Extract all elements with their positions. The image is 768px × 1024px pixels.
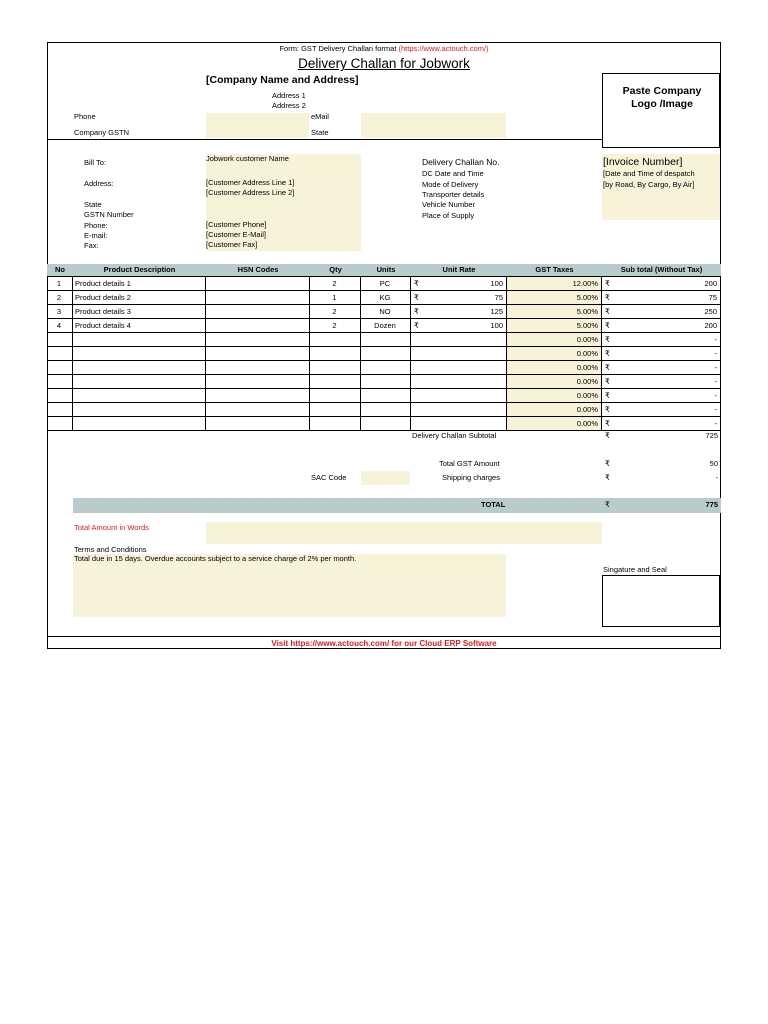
- cell-no-value: 3: [56, 307, 62, 316]
- cell-unit-rate[interactable]: [411, 291, 507, 305]
- company-gstn-label: Company GSTN: [74, 128, 130, 137]
- table-row: [47, 347, 720, 361]
- footer-promo-link[interactable]: Visit https://www.actouch.com/ for our Cloud ERP Software: [271, 639, 497, 648]
- transporter-label: Transporter details: [422, 190, 485, 199]
- signature-box[interactable]: [602, 575, 720, 627]
- cell-hsn[interactable]: [206, 403, 310, 417]
- table-body: [47, 277, 721, 432]
- cell-description[interactable]: [73, 361, 206, 375]
- currency-symbol: ₹: [605, 293, 610, 302]
- currency-symbol: ₹: [605, 377, 610, 386]
- currency-symbol: ₹: [414, 279, 419, 288]
- despatch-date: [Date and Time of despatch: [603, 169, 695, 178]
- currency-symbol: ₹: [605, 405, 610, 414]
- cell-unit-rate[interactable]: [411, 417, 507, 431]
- cell-hsn[interactable]: [206, 305, 310, 319]
- customer-details-field[interactable]: [206, 154, 361, 251]
- total-value: 775: [705, 500, 718, 509]
- cell-unit-rate[interactable]: [411, 277, 507, 291]
- cell-subtotal-value: 200: [704, 279, 717, 288]
- cell-subtotal[interactable]: [602, 277, 721, 291]
- bill-to-label: Bill To:: [84, 158, 106, 167]
- sac-code-field[interactable]: [361, 471, 410, 485]
- cell-qty-value: 2: [332, 307, 337, 316]
- cell-subtotal[interactable]: [602, 333, 721, 347]
- footer-divider: [47, 636, 721, 637]
- shipping-value: -: [715, 473, 718, 482]
- cell-no[interactable]: [47, 277, 73, 291]
- cell-qty[interactable]: [310, 305, 361, 319]
- logo-placeholder-text: Paste Company Logo /Image: [622, 85, 702, 110]
- cell-units[interactable]: [361, 375, 411, 389]
- document-title: Delivery Challan for Jobwork: [298, 56, 470, 71]
- gst-total-currency: ₹: [605, 459, 610, 468]
- cell-gst[interactable]: [507, 417, 602, 431]
- sac-code-label: SAC Code: [311, 473, 347, 482]
- form-line: [47, 44, 721, 54]
- currency-symbol: ₹: [605, 321, 610, 330]
- col-header-hsn: HSN Codes: [237, 265, 279, 274]
- table-row: [47, 389, 720, 403]
- cell-units[interactable]: [361, 361, 411, 375]
- logo-box[interactable]: [602, 73, 720, 148]
- challan-no-label: Delivery Challan No.: [422, 157, 500, 167]
- cell-qty-value: 2: [332, 279, 337, 288]
- cell-subtotal-value: -: [714, 405, 717, 414]
- table-row: [47, 305, 720, 319]
- cell-gst[interactable]: [507, 277, 602, 291]
- form-label: Form: GST Delivery Challan format: [279, 44, 397, 53]
- cell-no[interactable]: [47, 361, 73, 375]
- cell-subtotal[interactable]: [602, 403, 721, 417]
- company-phone-field[interactable]: [206, 113, 309, 138]
- cell-hsn[interactable]: [206, 291, 310, 305]
- cell-subtotal[interactable]: [602, 319, 721, 333]
- cell-gst-value: 0.00%: [576, 391, 598, 400]
- cell-unit-rate-value: 125: [490, 307, 503, 316]
- cell-subtotal-value: -: [714, 363, 717, 372]
- cell-qty[interactable]: [310, 375, 361, 389]
- shipping-label: Shipping charges: [442, 473, 500, 482]
- col-header-gst: GST Taxes: [535, 265, 574, 274]
- cell-subtotal[interactable]: [602, 347, 721, 361]
- col-header-no: No: [55, 265, 65, 274]
- cell-gst[interactable]: [507, 291, 602, 305]
- currency-symbol: ₹: [605, 307, 610, 316]
- cell-gst[interactable]: [507, 375, 602, 389]
- form-link[interactable]: (https://www.actouch.com/): [398, 44, 489, 53]
- cell-unit-rate[interactable]: [411, 305, 507, 319]
- col-header-units: Units: [376, 265, 396, 274]
- email-label: eMail: [311, 112, 329, 121]
- cell-subtotal-value: 250: [704, 307, 717, 316]
- table-row: [47, 291, 720, 305]
- cell-units[interactable]: [361, 333, 411, 347]
- dc-date-label: DC Date and Time: [422, 169, 484, 178]
- cell-gst-value: 0.00%: [576, 349, 598, 358]
- cell-no[interactable]: [47, 417, 73, 431]
- invoice-details-field[interactable]: [602, 154, 720, 220]
- cell-subtotal[interactable]: [602, 305, 721, 319]
- currency-symbol: ₹: [605, 419, 610, 428]
- col-header-unit-rate: Unit Rate: [442, 265, 476, 274]
- cell-units-value: NO: [379, 307, 391, 316]
- gst-total-label: Total GST Amount: [439, 459, 500, 468]
- col-header-qty: Qty: [329, 265, 342, 274]
- cell-subtotal[interactable]: [602, 375, 721, 389]
- cell-no[interactable]: [47, 333, 73, 347]
- col-header-description: Product Description: [103, 265, 176, 274]
- cell-no[interactable]: [47, 403, 73, 417]
- cell-units-value: KG: [379, 293, 391, 302]
- gst-total-value: 50: [709, 459, 718, 468]
- cell-units[interactable]: [361, 291, 411, 305]
- table-header-row: [47, 264, 721, 277]
- currency-symbol: ₹: [605, 279, 610, 288]
- cell-units-value: PC: [379, 279, 391, 288]
- cell-description[interactable]: [73, 389, 206, 403]
- cell-unit-rate-value: 100: [490, 321, 503, 330]
- cell-qty-value: 2: [332, 321, 337, 330]
- subtotal-currency: ₹: [605, 431, 610, 440]
- cell-gst-value: 0.00%: [576, 363, 598, 372]
- cell-gst-value: 12.00%: [572, 279, 598, 288]
- cell-no[interactable]: [47, 389, 73, 403]
- items-table: [47, 264, 721, 432]
- cell-no[interactable]: [47, 305, 73, 319]
- cell-description-value: Product details 3: [75, 307, 131, 316]
- cell-gst-value: 0.00%: [576, 377, 598, 386]
- cell-description[interactable]: [73, 403, 206, 417]
- cell-no-value: 1: [56, 279, 62, 288]
- cell-subtotal[interactable]: [602, 291, 721, 305]
- cell-qty[interactable]: [310, 389, 361, 403]
- cell-gst-value: 0.00%: [576, 405, 598, 414]
- cell-hsn[interactable]: [206, 417, 310, 431]
- cell-gst[interactable]: [507, 347, 602, 361]
- total-currency: ₹: [605, 500, 610, 509]
- cell-unit-rate[interactable]: [411, 389, 507, 403]
- currency-symbol: ₹: [605, 363, 610, 372]
- currency-symbol: ₹: [605, 391, 610, 400]
- customer-email-label: E-mail:: [84, 231, 108, 240]
- cell-gst[interactable]: [507, 403, 602, 417]
- col-header-subtotal: Sub total (Without Tax): [620, 265, 703, 274]
- amount-in-words-label: Total Amount in Words: [74, 523, 149, 532]
- cell-description[interactable]: [73, 291, 206, 305]
- cell-unit-rate[interactable]: [411, 319, 507, 333]
- cell-no-value: 2: [56, 293, 62, 302]
- terms-title: Terms and Conditions: [74, 545, 147, 554]
- cell-units[interactable]: [361, 403, 411, 417]
- customer-address-line1: [Customer Address Line 1]: [206, 178, 295, 187]
- cell-qty[interactable]: [310, 319, 361, 333]
- gstn-number-label: GSTN Number: [84, 210, 134, 219]
- cell-description[interactable]: [73, 305, 206, 319]
- cell-units[interactable]: [361, 347, 411, 361]
- subtotal-value: 725: [705, 431, 718, 440]
- cell-description[interactable]: [73, 277, 206, 291]
- amount-in-words-field[interactable]: [206, 522, 602, 544]
- delivery-mode: [by Road, By Cargo, By Air]: [603, 180, 695, 189]
- cell-gst[interactable]: [507, 333, 602, 347]
- cell-hsn[interactable]: [206, 319, 310, 333]
- cell-gst[interactable]: [507, 389, 602, 403]
- cell-qty[interactable]: [310, 291, 361, 305]
- table-row: [47, 319, 720, 333]
- cell-gst-value: 0.00%: [576, 335, 598, 344]
- customer-address-line2: [Customer Address Line 2]: [206, 188, 295, 197]
- cell-gst[interactable]: [507, 319, 602, 333]
- terms-text: Total due in 15 days. Overdue accounts subject to a service charge of 2% per month.: [74, 554, 357, 563]
- vehicle-label: Vehicle Number: [422, 200, 475, 209]
- total-row: [73, 498, 721, 513]
- cell-gst[interactable]: [507, 305, 602, 319]
- cell-subtotal-value: 200: [704, 321, 717, 330]
- table-row: [47, 417, 720, 431]
- cell-unit-rate[interactable]: [411, 361, 507, 375]
- cell-subtotal-value: -: [714, 349, 717, 358]
- company-email-field[interactable]: [361, 113, 506, 138]
- table-row: [47, 375, 720, 389]
- currency-symbol: ₹: [414, 321, 419, 330]
- currency-symbol: ₹: [605, 349, 610, 358]
- shipping-currency: ₹: [605, 473, 610, 482]
- company-state-label: State: [311, 128, 329, 137]
- currency-symbol: ₹: [414, 293, 419, 302]
- cell-subtotal-value: 75: [708, 293, 717, 302]
- cell-gst-value: 0.00%: [576, 419, 598, 428]
- cell-subtotal-value: -: [714, 335, 717, 344]
- company-address1: Address 1: [272, 91, 306, 100]
- mode-label: Mode of Delivery: [422, 180, 479, 189]
- cell-description[interactable]: [73, 347, 206, 361]
- cell-unit-rate-value: 75: [494, 293, 503, 302]
- state-label: State: [84, 200, 102, 209]
- total-label: TOTAL: [481, 500, 506, 509]
- customer-name: Jobwork customer Name: [206, 154, 289, 163]
- cell-gst-value: 5.00%: [576, 321, 598, 330]
- cell-subtotal[interactable]: [602, 389, 721, 403]
- cell-no-value: 4: [56, 321, 62, 330]
- terms-field[interactable]: [73, 554, 506, 617]
- table-row: [47, 403, 720, 417]
- company-address2: Address 2: [272, 101, 306, 110]
- header-divider: [47, 139, 602, 140]
- table-row: [47, 361, 720, 375]
- cell-description-value: Product details 1: [75, 279, 131, 288]
- cell-no[interactable]: [47, 291, 73, 305]
- customer-fax-label: Fax:: [84, 241, 99, 250]
- cell-description[interactable]: [73, 333, 206, 347]
- customer-phone-label: Phone:: [84, 221, 108, 230]
- cell-qty-value: 1: [332, 293, 337, 302]
- customer-fax: [Customer Fax]: [206, 240, 258, 249]
- cell-no[interactable]: [47, 347, 73, 361]
- cell-unit-rate[interactable]: [411, 403, 507, 417]
- currency-symbol: ₹: [414, 307, 419, 316]
- cell-units[interactable]: [361, 389, 411, 403]
- cell-subtotal[interactable]: [602, 417, 721, 431]
- cell-hsn[interactable]: [206, 333, 310, 347]
- cell-qty[interactable]: [310, 417, 361, 431]
- cell-gst-value: 5.00%: [576, 307, 598, 316]
- signature-label: Singature and Seal: [603, 565, 667, 574]
- currency-symbol: ₹: [605, 335, 610, 344]
- cell-unit-rate[interactable]: [411, 375, 507, 389]
- customer-email: [Customer E-Mail]: [206, 230, 267, 239]
- cell-hsn[interactable]: [206, 277, 310, 291]
- subtotal-label: Delivery Challan Subtotal: [412, 431, 497, 440]
- cell-no[interactable]: [47, 319, 73, 333]
- cell-description[interactable]: [73, 417, 206, 431]
- cell-unit-rate[interactable]: [411, 333, 507, 347]
- cell-gst-value: 5.00%: [576, 293, 598, 302]
- customer-phone: [Customer Phone]: [206, 220, 267, 229]
- cell-unit-rate[interactable]: [411, 347, 507, 361]
- cell-unit-rate-value: 100: [490, 279, 503, 288]
- cell-qty[interactable]: [310, 361, 361, 375]
- cell-description-value: Product details 2: [75, 293, 131, 302]
- cell-units[interactable]: [361, 417, 411, 431]
- company-name: [Company Name and Address]: [206, 74, 359, 86]
- cell-subtotal[interactable]: [602, 361, 721, 375]
- cell-hsn[interactable]: [206, 375, 310, 389]
- cell-description[interactable]: [73, 375, 206, 389]
- cell-hsn[interactable]: [206, 389, 310, 403]
- cell-subtotal-value: -: [714, 419, 717, 428]
- cell-units[interactable]: [361, 319, 411, 333]
- cell-subtotal-value: -: [714, 391, 717, 400]
- place-label: Place of Supply: [422, 211, 475, 220]
- address-label: Address:: [84, 179, 114, 188]
- cell-no[interactable]: [47, 375, 73, 389]
- cell-units[interactable]: [361, 277, 411, 291]
- cell-qty[interactable]: [310, 403, 361, 417]
- phone-label: Phone: [74, 112, 96, 121]
- table-row: [47, 277, 720, 291]
- cell-units-value: Dozen: [374, 321, 396, 330]
- cell-qty[interactable]: [310, 333, 361, 347]
- cell-hsn[interactable]: [206, 347, 310, 361]
- cell-gst[interactable]: [507, 361, 602, 375]
- cell-qty[interactable]: [310, 277, 361, 291]
- cell-description-value: Product details 4: [75, 321, 131, 330]
- cell-qty[interactable]: [310, 347, 361, 361]
- cell-description[interactable]: [73, 319, 206, 333]
- cell-subtotal-value: -: [714, 377, 717, 386]
- table-row: [47, 333, 720, 347]
- cell-units[interactable]: [361, 305, 411, 319]
- cell-hsn[interactable]: [206, 361, 310, 375]
- invoice-number: [Invoice Number]: [603, 156, 683, 168]
